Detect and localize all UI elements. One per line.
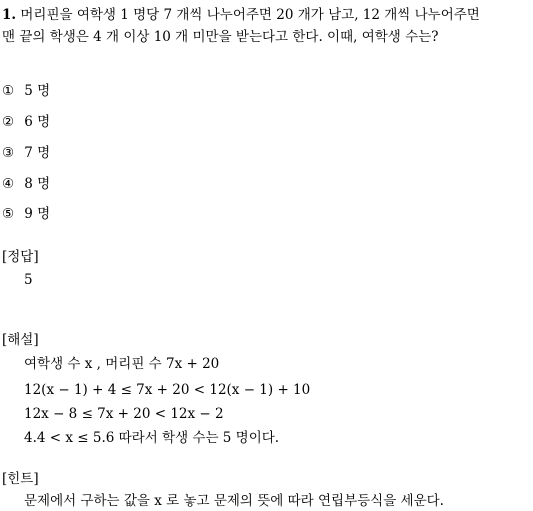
answer-label: [정답] (2, 249, 39, 265)
question-line-2 (2, 28, 438, 46)
choice-4-text: 8 명 (24, 176, 51, 192)
explanation-line-4: 4.4 < x ≤ 5.6 따라서 학생 수는 5 명이다. (24, 430, 280, 446)
question-text-1: 머리핀을 여학생 1 명당 7 개씩 나누어주면 20 개가 남고, 12 개씩 나누어주면 (20, 7, 480, 23)
hint-text: 문제에서 구하는 값을 x 로 놓고 문제의 뜻에 따라 연립부등식을 세운다. (24, 493, 444, 509)
choice-2-mark: ② (2, 114, 15, 130)
choice-3-mark: ③ (2, 145, 15, 161)
explanation-line-2: 12(x − 1) + 4 ≤ 7x + 20 < 12(x − 1) + 10 (24, 382, 311, 398)
choice-3-text: 7 명 (24, 145, 51, 161)
choice-1[interactable] (2, 82, 50, 100)
choice-5[interactable] (2, 205, 50, 223)
explanation-label: [해설] (2, 332, 39, 348)
choice-5-mark: ⑤ (2, 206, 15, 222)
explanation-line-3: 12x − 8 ≤ 7x + 20 < 12x − 2 (24, 406, 224, 422)
choice-2[interactable] (2, 113, 50, 131)
choice-4[interactable] (2, 175, 50, 193)
choice-4-mark: ④ (2, 176, 15, 192)
question-line-1 (2, 6, 480, 24)
choice-5-text: 9 명 (24, 206, 51, 222)
choice-1-mark: ① (2, 83, 15, 99)
question-text-2: 맨 끝의 학생은 4 개 이상 10 개 미만을 받는다고 한다. 이때, 여학생 수는? (2, 29, 439, 45)
choice-1-text: 5 명 (24, 83, 51, 99)
hint-label: [힌트] (2, 471, 39, 487)
answer-value: 5 (24, 272, 33, 288)
question-number: 1. (2, 7, 17, 23)
choice-2-text: 6 명 (24, 114, 51, 130)
choice-3[interactable] (2, 144, 50, 162)
explanation-line-1: 여학생 수 x , 머리핀 수 7x + 20 (24, 356, 220, 372)
